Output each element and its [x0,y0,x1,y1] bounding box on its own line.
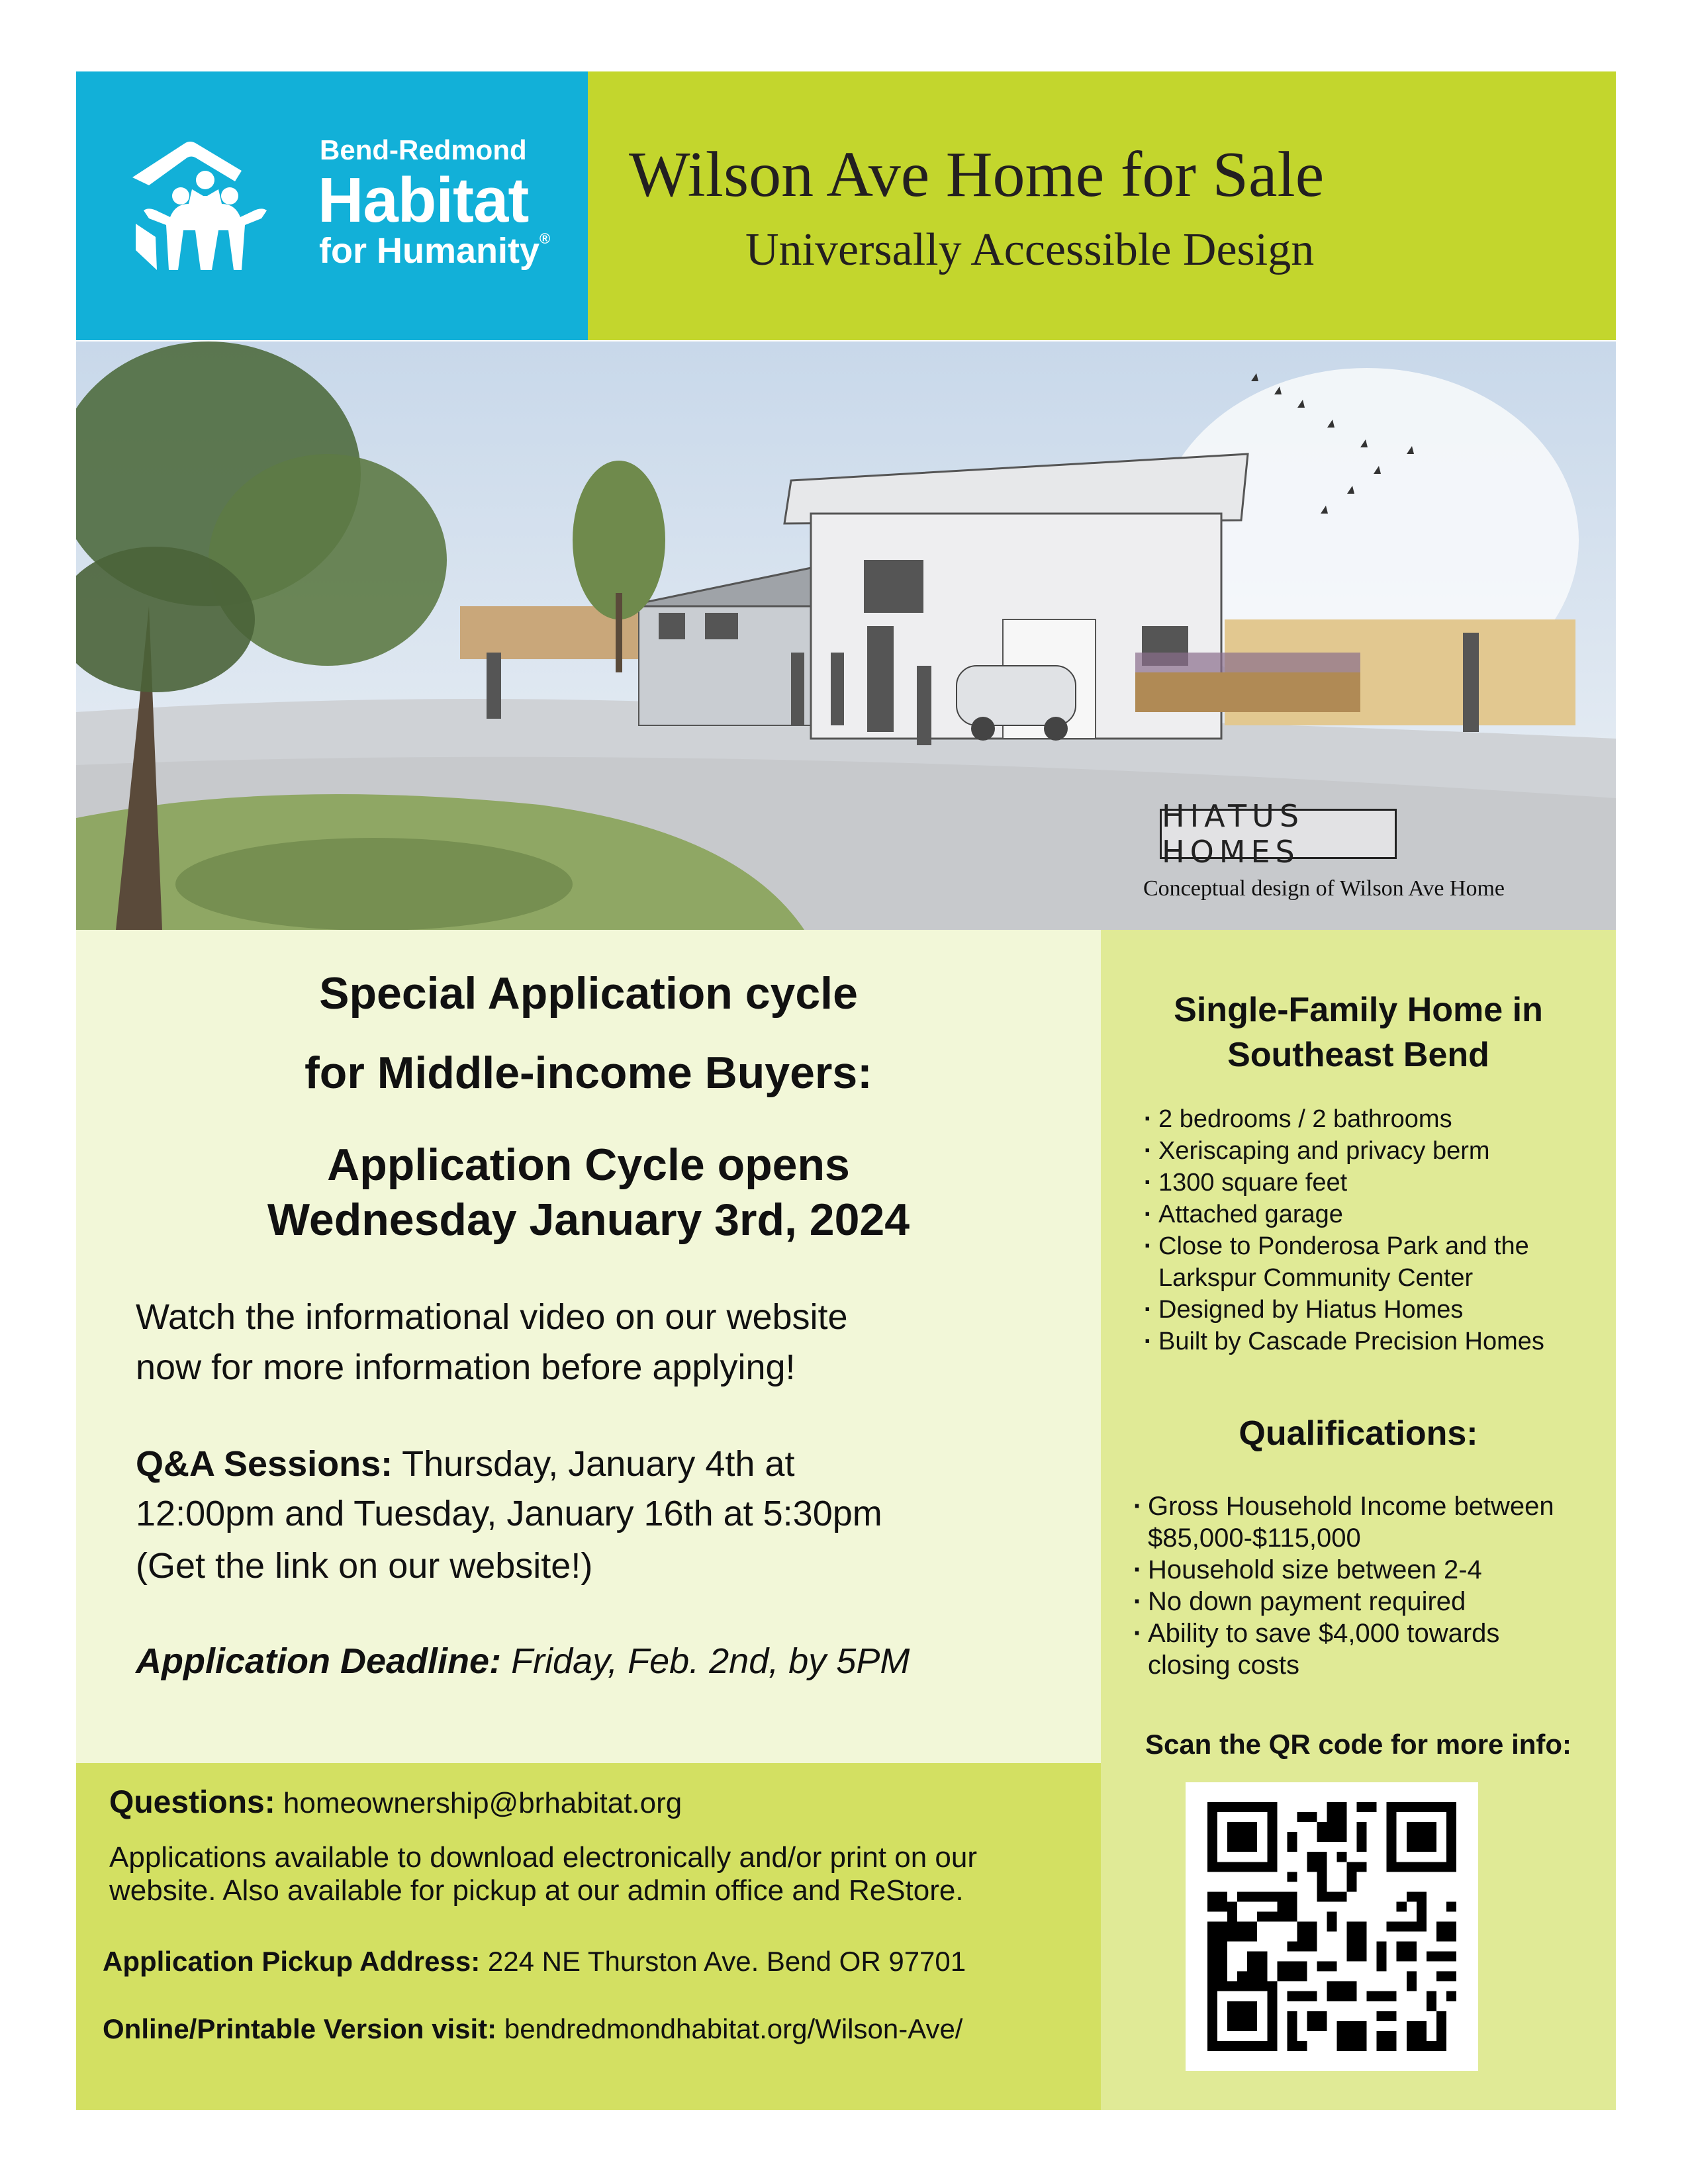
cycle-opens-line-1: Application Cycle opens [327,1140,850,1190]
qa-sessions-line-1 [136,1446,794,1482]
list-item [1133,1588,1466,1615]
page-subtitle: Universally Accessible Design [745,224,1315,275]
deadline-label: Application Deadline: [136,1641,502,1681]
qr-code-icon[interactable] [1186,1782,1478,2071]
list-item [1133,1557,1482,1583]
feature-text: 2 bedrooms / 2 bathrooms [1158,1105,1452,1133]
bullet-icon: · [1133,1492,1143,1521]
bullet-icon: · [1133,1587,1143,1616]
feature-text: Built by Cascade Precision Homes [1158,1328,1544,1355]
bullet-icon: · [1144,1296,1152,1324]
applications-note-line-1: Applications available to download electronically and/or print on our [109,1841,978,1874]
list-item [1144,1329,1544,1354]
bullet-icon: · [1144,1232,1152,1260]
bullet-icon: · [1133,1555,1143,1584]
video-note-line-1: Watch the informational video on our website [136,1297,848,1337]
home-heading-line-2: Southeast Bend [1227,1036,1489,1074]
qa-sessions-line-3: (Get the link on our website!) [136,1546,593,1586]
architect-logo [1160,798,1397,870]
online-version [103,2015,962,2043]
qualification-text: Household size between 2-4 [1148,1555,1482,1584]
logo-line-for-humanity [319,230,550,271]
qr-prompt: Scan the QR code for more info: [1145,1729,1572,1760]
video-note-line-2: now for more information before applying! [136,1347,796,1387]
questions-label: Questions: [109,1785,275,1820]
habitat-house-people-icon [129,138,295,277]
home-heading-line-1: Single-Family Home in [1174,991,1543,1029]
bullet-icon: · [1144,1105,1152,1133]
qualification-text: Ability to save $4,000 towards [1148,1619,1500,1648]
pickup-address-label: Application Pickup Address: [103,1946,481,1977]
list-item [1133,1493,1554,1520]
qualification-text: No down payment required [1148,1587,1466,1616]
qa-sessions-line-2: 12:00pm and Tuesday, January 16th at 5:30pm [136,1494,882,1533]
bullet-icon: · [1144,1137,1152,1165]
registered-mark: ® [539,230,551,247]
online-version-link[interactable]: bendredmondhabitat.org/Wilson-Ave/ [496,2013,963,2044]
qa-sessions-label: Q&A Sessions: [136,1444,393,1484]
bullet-icon: · [1144,1328,1152,1355]
pickup-address-value: 224 NE Thurston Ave. Bend OR 97701 [480,1946,966,1977]
feature-text: Designed by Hiatus Homes [1158,1296,1464,1324]
architect-logo-text: HIATUS HOMES [1162,798,1305,870]
list-item-continuation [1158,1265,1473,1291]
title-panel [588,71,1616,340]
bullet-icon: · [1144,1201,1152,1228]
list-item [1144,1138,1490,1163]
headline-line-2: for Middle-income Buyers: [305,1048,872,1098]
headline-line-1: Special Application cycle [319,968,858,1019]
list-item [1144,1170,1347,1195]
logo-line-bend-redmond: Bend-Redmond [320,134,527,165]
hero-caption: Conceptual design of Wilson Ave Home [1143,876,1505,901]
feature-text: Attached garage [1158,1201,1343,1228]
pickup-address [103,1948,966,1976]
qr-code-graphic [1186,1782,1478,2071]
qualification-text: Gross Household Income between [1148,1492,1554,1521]
list-item [1144,1297,1463,1322]
feature-text: 1300 square feet [1158,1169,1348,1197]
feature-text: Xeriscaping and privacy berm [1158,1137,1490,1165]
hero-image [76,341,1616,930]
logo-line-habitat: Habitat [318,165,529,236]
list-item [1144,1234,1529,1259]
applications-note-line-2: website. Also available for pickup at our admin office and ReStore. [109,1874,964,1907]
application-deadline [136,1643,910,1679]
deadline-value: Friday, Feb. 2nd, by 5PM [501,1641,910,1681]
qualification-text: $85,000-$115,000 [1148,1524,1361,1553]
page-title: Wilson Ave Home for Sale [629,139,1325,210]
logo-panel [76,71,588,340]
list-item-continuation [1148,1652,1299,1678]
questions-line [109,1787,682,1819]
qualifications-heading: Qualifications: [1239,1414,1478,1453]
list-item-continuation [1148,1525,1361,1551]
questions-email-link[interactable]: homeownership@brhabitat.org [275,1787,682,1819]
qualification-text: closing costs [1148,1651,1299,1680]
bullet-icon: · [1133,1619,1143,1648]
qa-sessions-date-1: Thursday, January 4th at [393,1444,795,1484]
cycle-opens-date: Wednesday January 3rd, 2024 [267,1195,910,1245]
list-item [1144,1202,1343,1227]
list-item [1133,1620,1499,1647]
online-version-label: Online/Printable Version visit: [103,2013,497,2044]
feature-text: Larkspur Community Center [1158,1264,1474,1292]
list-item [1144,1107,1452,1132]
bullet-icon: · [1144,1169,1152,1197]
feature-text: Close to Ponderosa Park and the [1158,1232,1529,1260]
logo-for-humanity-text: for Humanity [319,231,540,271]
